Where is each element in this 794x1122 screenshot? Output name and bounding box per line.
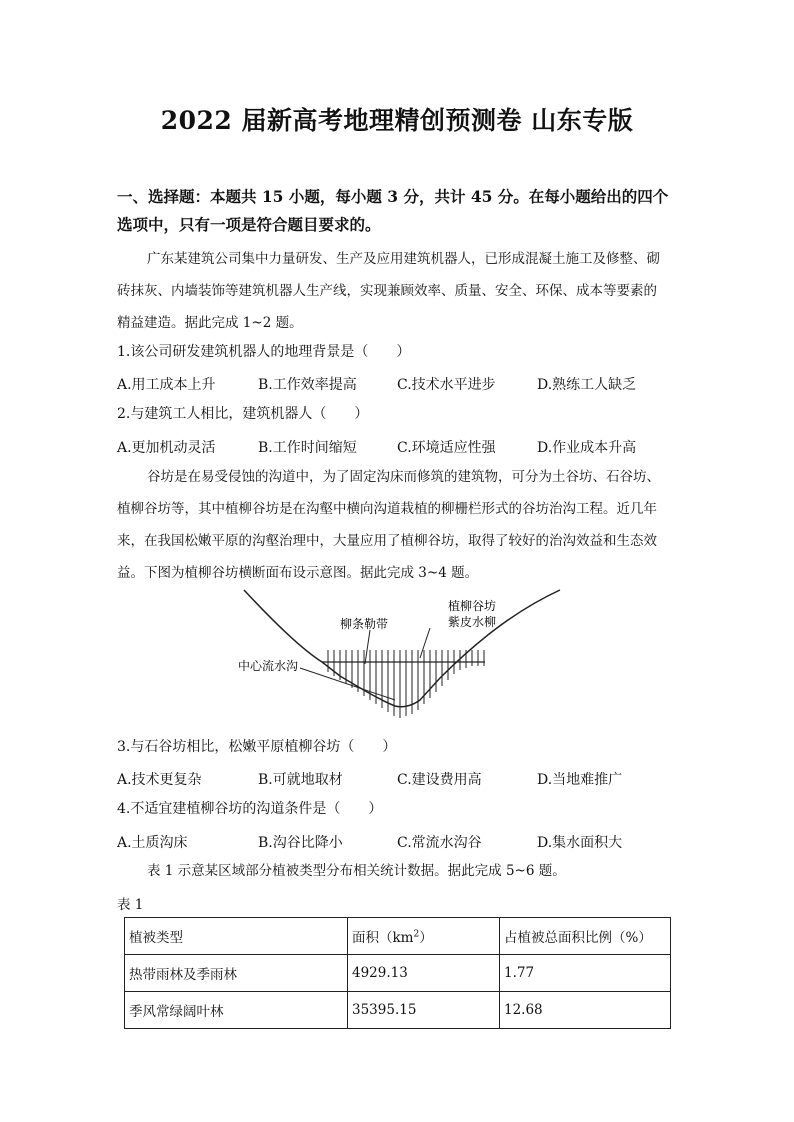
passage3: 表 1 示意某区域部分植被类型分布相关统计数据。据此完成 5~6 题。 — [147, 863, 566, 879]
q1-option-c[interactable]: C.技术水平进步 — [397, 377, 496, 393]
passage2-line4: 益。下图为植柳谷坊横断面布设示意图。据此完成 3~4 题。 — [117, 565, 479, 581]
table-cell: 35395.15 — [348, 992, 500, 1029]
passage1-line1: 广东某建筑公司集中力量研发、生产及应用建筑机器人，已形成混凝土施工及修整、砌 — [147, 251, 660, 267]
header-cell-area: 面积$(km^2)$ — [348, 918, 500, 955]
section-heading-line1: 一、选择题：本题共 15 小题，每小题 3 分，共计 45 分。在每小题给出的四个 — [117, 187, 669, 206]
label-gufang: 植柳谷坊 — [448, 599, 497, 613]
table-cell: 12.68 — [500, 992, 671, 1029]
vegetation-table — [124, 917, 671, 1029]
passage2-line3: 来，在我国松嫩平原的沟壑治理中，大量应用了植柳谷坊，取得了较好的治沟效益和生态效 — [117, 533, 657, 549]
passage1-line3: 精益建造。据此完成 1~2 题。 — [117, 315, 303, 331]
label-zipi: 紫皮水柳 — [448, 615, 497, 629]
leader-gufang — [420, 628, 430, 658]
q2-option-c[interactable]: C.环境适应性强 — [397, 440, 496, 456]
table-row — [125, 955, 671, 992]
leader-liutiao — [365, 630, 370, 664]
q1-option-a[interactable]: A.用工成本上升 — [117, 377, 216, 393]
table-cell: 季风常绿阔叶林 — [125, 992, 348, 1029]
passage2-line2: 植柳谷坊等，其中植柳谷坊是在沟壑中横向沟道栽植的柳栅栏形式的谷坊治沟工程。近几年 — [117, 501, 657, 517]
q2-option-d[interactable]: D.作业成本升高 — [537, 440, 637, 456]
q4-option-a[interactable]: A.土质沟床 — [117, 835, 188, 851]
q4-option-b[interactable]: B.沟谷比降小 — [258, 835, 343, 851]
question-3-stem: 3.与石谷坊相比，松嫩平原植柳谷坊（ ） — [117, 739, 397, 755]
q2-option-a[interactable]: A.更加机动灵活 — [117, 440, 216, 456]
q3-option-d[interactable]: D.当地难推广 — [537, 772, 623, 788]
q3-option-c[interactable]: C.建设费用高 — [397, 772, 482, 788]
gufang-cross-section-diagram — [230, 588, 580, 738]
q4-option-c[interactable]: C.常流水沟谷 — [397, 835, 482, 851]
q4-option-d[interactable]: D.集水面积大 — [537, 835, 623, 851]
table-cell: 4929.13 — [348, 955, 500, 992]
table-cell: 热带雨林及季雨林 — [125, 955, 348, 992]
question-2-stem: 2.与建筑工人相比，建筑机器人（ ） — [117, 406, 369, 422]
label-gou: 中心流水沟 — [238, 659, 299, 673]
table-caption: 表 1 — [117, 897, 144, 913]
q3-option-b[interactable]: B.可就地取材 — [258, 772, 343, 788]
table-row — [125, 992, 671, 1029]
q1-option-d[interactable]: D.熟练工人缺乏 — [537, 377, 637, 393]
table-header-row — [125, 918, 671, 955]
header-cell-ratio: 占植被总面积比例（%） — [500, 918, 671, 955]
willow-stakes — [328, 650, 484, 718]
leader-gou — [300, 668, 395, 700]
q1-option-b[interactable]: B.工作效率提高 — [258, 377, 357, 393]
q2-option-b[interactable]: B.工作时间缩短 — [258, 440, 357, 456]
passage1-line2: 砖抹灰、内墙装饰等建筑机器人生产线，实现兼顾效率、质量、安全、环保、成本等要素的 — [117, 283, 657, 299]
question-1-stem: 1.该公司研发建筑机器人的地理背景是（ ） — [117, 344, 411, 360]
page-title: 2022 届新高考地理精创预测卷 山东专版 — [160, 106, 634, 135]
passage2-line1: 谷坊是在易受侵蚀的沟道中，为了固定沟床而修筑的建筑物，可分为土谷坊、石谷坊、 — [147, 469, 660, 485]
table-cell: 1.77 — [500, 955, 671, 992]
section-heading-line2: 选项中，只有一项是符合题目要求的。 — [117, 215, 381, 234]
header-cell-type: 植被类型 — [125, 918, 348, 955]
gully-profile-line — [244, 590, 560, 707]
q3-option-a[interactable]: A.技术更复杂 — [117, 772, 202, 788]
question-4-stem: 4.不适宜建植柳谷坊的沟道条件是（ ） — [117, 801, 383, 817]
label-liutiao: 柳条勒带 — [340, 617, 389, 631]
